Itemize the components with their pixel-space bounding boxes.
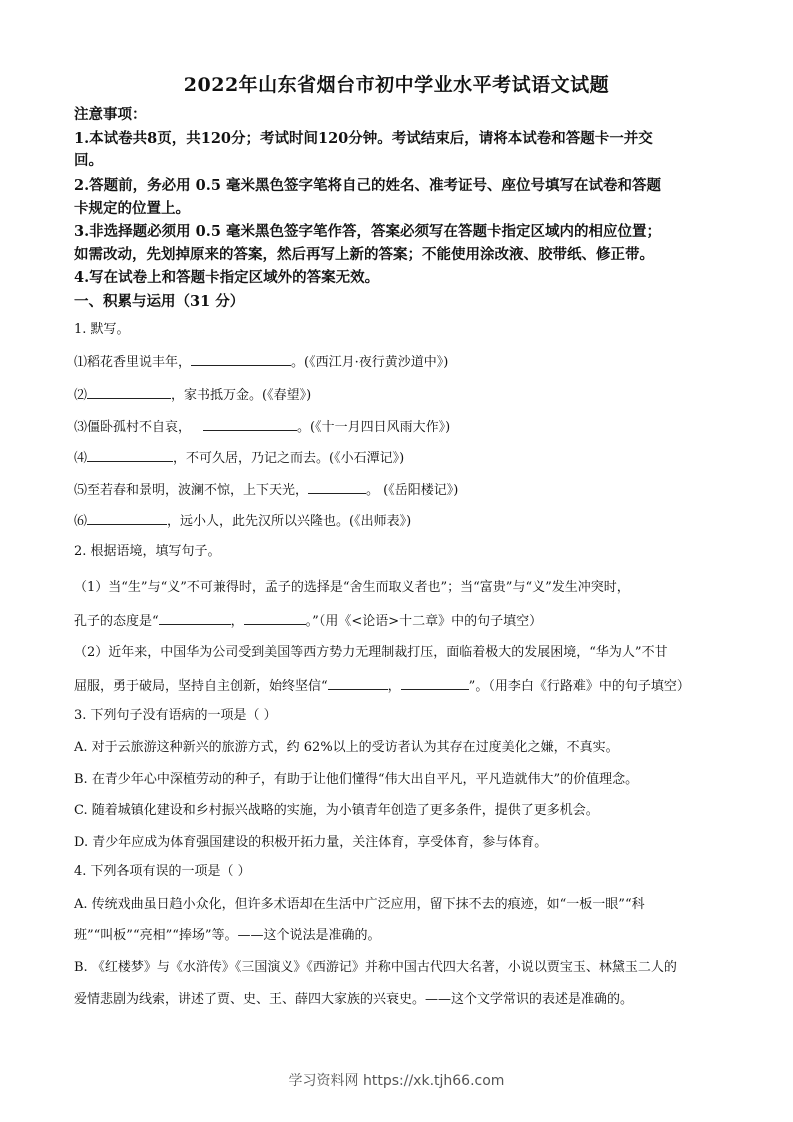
q4-stem: 4. 下列各项有误的一项是（ ） — [74, 864, 251, 879]
page-title: 2022年山东省烟台市初中学业水平考试语文试题 — [183, 74, 610, 96]
q1-item-5 — [74, 479, 734, 501]
answer-blank[interactable] — [328, 675, 388, 690]
q4-option-a-line2: 班”“叫板”“亮相”“捧场”等。——这个说法是准确的。 — [74, 928, 381, 943]
footer-watermark: 学习资料网 https://xk.tjh66.com — [288, 1073, 505, 1089]
q1-item-2-pre: ⑵ — [74, 388, 88, 403]
notice-line-4: 卡规定的位置上。 — [74, 200, 190, 217]
q1-item-4-pre: ⑷ — [74, 451, 88, 466]
notice-line-6: 如需改动，先划掉原来的答案，然后再写上新的答案；不能使用涂改液、胶带纸、修正带。 — [74, 246, 654, 263]
q2-part1-text-c: 。”（用《<论语>十二章》中的句子填空） — [305, 614, 543, 629]
q1-item-3 — [74, 416, 734, 438]
answer-blank[interactable] — [308, 479, 366, 494]
answer-blank[interactable] — [87, 447, 173, 462]
answer-blank[interactable] — [203, 416, 297, 431]
answer-blank[interactable] — [87, 510, 167, 525]
q1-item-5-pre: ⑸至若春和景明，波澜不惊，上下天光， — [74, 483, 309, 498]
q2-part2-text-b: ， — [387, 679, 401, 694]
q2-part1-text-a: 孔子的态度是“ — [74, 614, 159, 629]
q2-part2-text-c: ”。（用李白《行路难》中的句子填空） — [468, 679, 690, 694]
q3-option-a: A. 对于云旅游这种新兴的旅游方式，约 62%以上的受访者认为其存在过度美化之嫌，不真实。 — [74, 740, 619, 755]
q2-part1-text-b: ， — [230, 614, 244, 629]
q1-item-4-post: ，不可久居，乃记之而去。(《小石潭记》) — [173, 451, 405, 466]
q4-option-b-line1: B. 《红楼梦》与《水浒传》《三国演义》《西游记》并称中国古代四大名著，小说以贾宝玉、林黛玉二人的 — [74, 960, 677, 975]
q1-item-1 — [74, 351, 734, 373]
q3-option-c: C. 随着城镇化建设和乡村振兴战略的实施，为小镇青年创造了更多条件，提供了更多机会。 — [74, 803, 599, 818]
notice-heading: 注意事项： — [74, 106, 147, 123]
q2-part1-line1: （1）当“生”与“义”不可兼得时，孟子的选择是“舍生而取义者也”；当“富贵”与“义”发生冲突时， — [74, 580, 630, 595]
q1-item-2-post: ，家书抵万金。(《春望》) — [171, 388, 312, 403]
q3-option-d: D. 青少年应成为体育强国建设的积极开拓力量，关注体育，享受体育，参与体育。 — [74, 835, 548, 850]
q1-item-1-pre: ⑴稻花香里说丰年， — [74, 355, 192, 370]
section-heading: 一、积累与运用（31 分） — [74, 293, 245, 310]
q1-item-5-post: 。 (《岳阳楼记》) — [366, 483, 459, 498]
q1-item-6-post: ，远小人，此先汉所以兴隆也。(《出师表》) — [167, 514, 412, 529]
answer-blank[interactable] — [244, 610, 306, 625]
q1-item-6-pre: ⑹ — [74, 514, 88, 529]
notice-line-1: 1.本试卷共8页，共120分；考试时间120分钟。考试结束后，请将本试卷和答题卡一并交 — [74, 130, 653, 147]
notice-line-2: 回。 — [74, 152, 103, 169]
answer-blank[interactable] — [191, 351, 291, 366]
answer-blank[interactable] — [159, 610, 231, 625]
q2-part2-text-a: 屈服，勇于破局，坚持自主创新，始终坚信“ — [74, 679, 328, 694]
q1-item-3-post: 。(《十一月四日风雨大作》) — [297, 420, 451, 435]
q1-item-4 — [74, 447, 734, 469]
answer-blank[interactable] — [87, 384, 171, 399]
notice-line-3: 2.答题前，务必用 0.5 毫米黑色签字笔将自己的姓名、准考证号、座位号填写在试卷和答题 — [74, 177, 661, 194]
q2-stem: 2. 根据语境，填写句子。 — [74, 544, 221, 559]
q1-stem: 1. 默写。 — [74, 322, 130, 337]
q1-item-1-post: 。(《西江月·夜行黄沙道中》) — [291, 355, 449, 370]
notice-line-7: 4.写在试卷上和答题卡指定区域外的答案无效。 — [74, 269, 380, 286]
q4-option-b-line2: 爱情悲剧为线索，讲述了贾、史、王、薛四大家族的兴衰史。——这个文学常识的表述是准确的。 — [74, 992, 634, 1007]
q2-part1-line2 — [74, 610, 734, 632]
q2-part2-line1: （2）近年来，中国华为公司受到美国等西方势力无理制裁打压，面临着极大的发展困境，“华为人”不甘 — [74, 645, 668, 660]
q2-part2-line2 — [74, 675, 734, 697]
answer-blank[interactable] — [401, 675, 469, 690]
q1-item-6 — [74, 510, 734, 532]
q4-option-a-line1: A. 传统戏曲虽日趋小众化，但许多术语却在生活中广泛应用，留下抹不去的痕迹，如“一板一眼”“科 — [74, 897, 645, 912]
notice-line-5: 3.非选择题必须用 0.5 毫米黑色签字笔作答，答案必须写在答题卡指定区域内的相应位置； — [74, 223, 661, 240]
q3-stem: 3. 下列句子没有语病的一项是（ ） — [74, 708, 277, 723]
q1-item-2 — [74, 384, 734, 406]
q3-option-b: B. 在青少年心中深植劳动的种子，有助于让他们懂得“伟大出自平凡，平凡造就伟大”的价值理念。 — [74, 772, 639, 787]
q1-item-3-pre: ⑶僵卧孤村不自哀， — [74, 420, 192, 435]
